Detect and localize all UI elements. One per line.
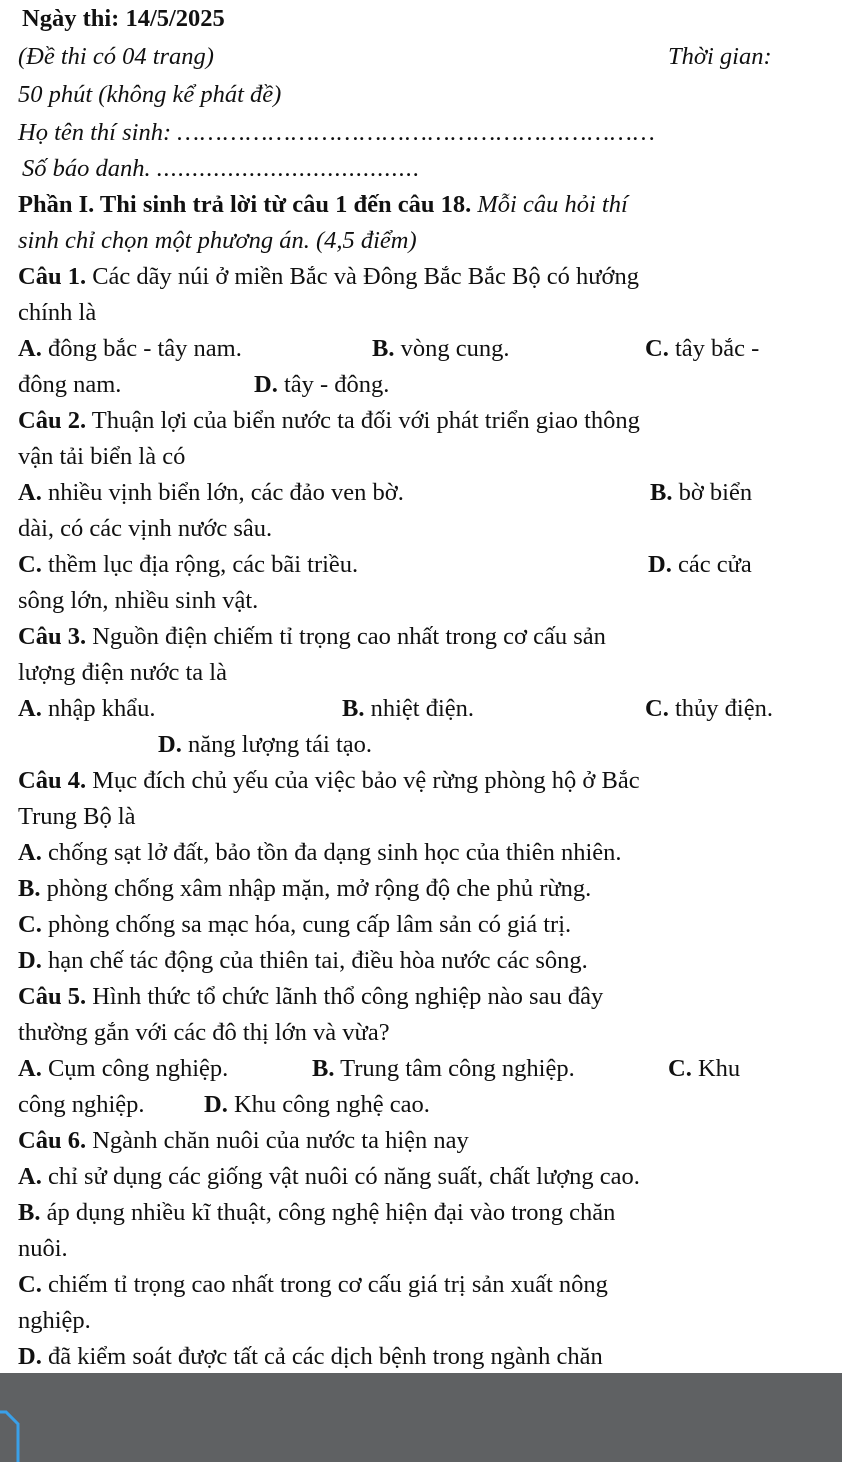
question-3-option-c: C. thủy điện.	[645, 695, 773, 722]
question-3-label: Câu 3.	[18, 623, 87, 650]
question-2-stem: Câu 2. Thuận lợi của biển nước ta đối với phát triển giao thông	[18, 407, 640, 434]
question-1-stem-line-2: chính là	[18, 299, 97, 326]
question-6-label: Câu 6.	[18, 1127, 87, 1154]
section-title: Phần I. Thi sinh trả lời từ câu 1 đến câu 18.	[18, 191, 472, 218]
pages-note: (Đề thi có 04 trang)	[18, 43, 214, 70]
section-instruction-2: sinh chỉ chọn một phương án. (4,5 điểm)	[18, 227, 417, 254]
question-2-label: Câu 2.	[18, 407, 87, 434]
question-5-option-d: D. Khu công nghệ cao.	[204, 1091, 430, 1118]
candidate-id-dots: .....................................	[156, 155, 421, 182]
question-3-option-a: A. nhập khẩu.	[18, 695, 156, 722]
question-2-option-d-cont: sông lớn, nhiều sinh vật.	[18, 587, 259, 614]
section-instruction-1: Mỗi câu hỏi thí	[477, 191, 628, 218]
question-5-stem-line-2: thường gắn với các đô thị lớn và vừa?	[18, 1019, 390, 1046]
question-5-option-c: C. Khu	[668, 1055, 741, 1082]
crop-corner-icon	[0, 1408, 20, 1462]
question-3-option-b: B. nhiệt điện.	[342, 695, 475, 722]
question-2-option-c: C. thềm lục địa rộng, các bãi triều.	[18, 551, 359, 578]
question-4-stem-line-2: Trung Bộ là	[18, 803, 136, 830]
question-2-option-d: D. các cửa	[648, 551, 752, 578]
question-5-option-a: A. Cụm công nghiệp.	[18, 1055, 229, 1082]
question-6-option-d: D. đã kiểm soát được tất cả các dịch bệnh trong ngành chăn	[18, 1343, 603, 1370]
question-4-label: Câu 4.	[18, 767, 87, 794]
question-6-option-c: C. chiếm tỉ trọng cao nhất trong cơ cấu giá trị sản xuất nông	[18, 1271, 608, 1298]
question-2-option-b: B. bờ biển	[650, 479, 753, 506]
candidate-id-label: Số báo danh.	[22, 155, 151, 182]
question-4-option-d: D. hạn chế tác động của thiên tai, điều hòa nước các sông.	[18, 947, 588, 974]
question-3-stem-line-2: lượng điện nước ta là	[18, 659, 227, 686]
question-5-option-b: B. Trung tâm công nghiệp.	[312, 1055, 575, 1082]
question-6-option-c-cont: nghiệp.	[18, 1307, 91, 1334]
exam-date: Ngày thi: 14/5/2025	[22, 5, 225, 32]
candidate-name-dots: ………………………………………………………	[177, 119, 656, 146]
question-6-option-b: B. áp dụng nhiều kĩ thuật, công nghệ hiện đại vào trong chăn	[18, 1199, 616, 1226]
question-4-stem: Câu 4. Mục đích chủ yếu của việc bảo vệ rừng phòng hộ ở Bắc	[18, 767, 640, 794]
question-1-stem-line-1: Các dãy núi ở miền Bắc và Đông Bắc Bắc Bộ có hướng	[92, 263, 639, 290]
candidate-name-row	[18, 118, 656, 148]
question-5-option-c-cont: công nghiệp.	[18, 1091, 145, 1118]
bottom-bar	[0, 1373, 842, 1462]
question-6-stem: Câu 6. Ngành chăn nuôi của nước ta hiện nay	[18, 1127, 469, 1154]
candidate-name-label: Họ tên thí sinh:	[18, 119, 172, 146]
question-2-stem-line-2: vận tải biển là có	[18, 443, 186, 470]
question-5-label: Câu 5.	[18, 983, 87, 1010]
question-1-option-c-cont: đông nam.	[18, 371, 122, 398]
question-1-stem	[18, 262, 639, 292]
question-2-option-a: A. nhiều vịnh biển lớn, các đảo ven bờ.	[18, 479, 404, 506]
question-1-label: Câu 1.	[18, 263, 87, 290]
time-value: 50 phút (không kể phát đề)	[18, 81, 282, 108]
question-4-option-a: A. chống sạt lở đất, bảo tồn đa dạng sinh học của thiên nhiên.	[18, 839, 622, 866]
section-title-line	[18, 190, 628, 220]
question-6-option-a: A. chỉ sử dụng các giống vật nuôi có năng suất, chất lượng cao.	[18, 1163, 640, 1190]
question-3-stem: Câu 3. Nguồn điện chiếm tỉ trọng cao nhất trong cơ cấu sản	[18, 623, 606, 650]
question-5-stem: Câu 5. Hình thức tổ chức lãnh thổ công nghiệp nào sau đây	[18, 983, 604, 1010]
question-2-option-b-cont: dài, có các vịnh nước sâu.	[18, 515, 273, 542]
question-4-option-c: C. phòng chống sa mạc hóa, cung cấp lâm sản có giá trị.	[18, 911, 572, 938]
time-label: Thời gian:	[668, 43, 772, 70]
question-1-option-a: A. đông bắc - tây nam.	[18, 335, 242, 362]
question-1-option-d: D. tây - đông.	[254, 371, 390, 398]
candidate-id-row	[22, 154, 420, 184]
question-3-option-d: D. năng lượng tái tạo.	[158, 731, 373, 758]
question-4-option-b: B. phòng chống xâm nhập mặn, mở rộng độ che phủ rừng.	[18, 875, 592, 902]
question-1-option-b: B. vòng cung.	[372, 335, 510, 362]
question-1-option-c: C. tây bắc -	[645, 335, 760, 362]
question-6-option-b-cont: nuôi.	[18, 1235, 68, 1262]
